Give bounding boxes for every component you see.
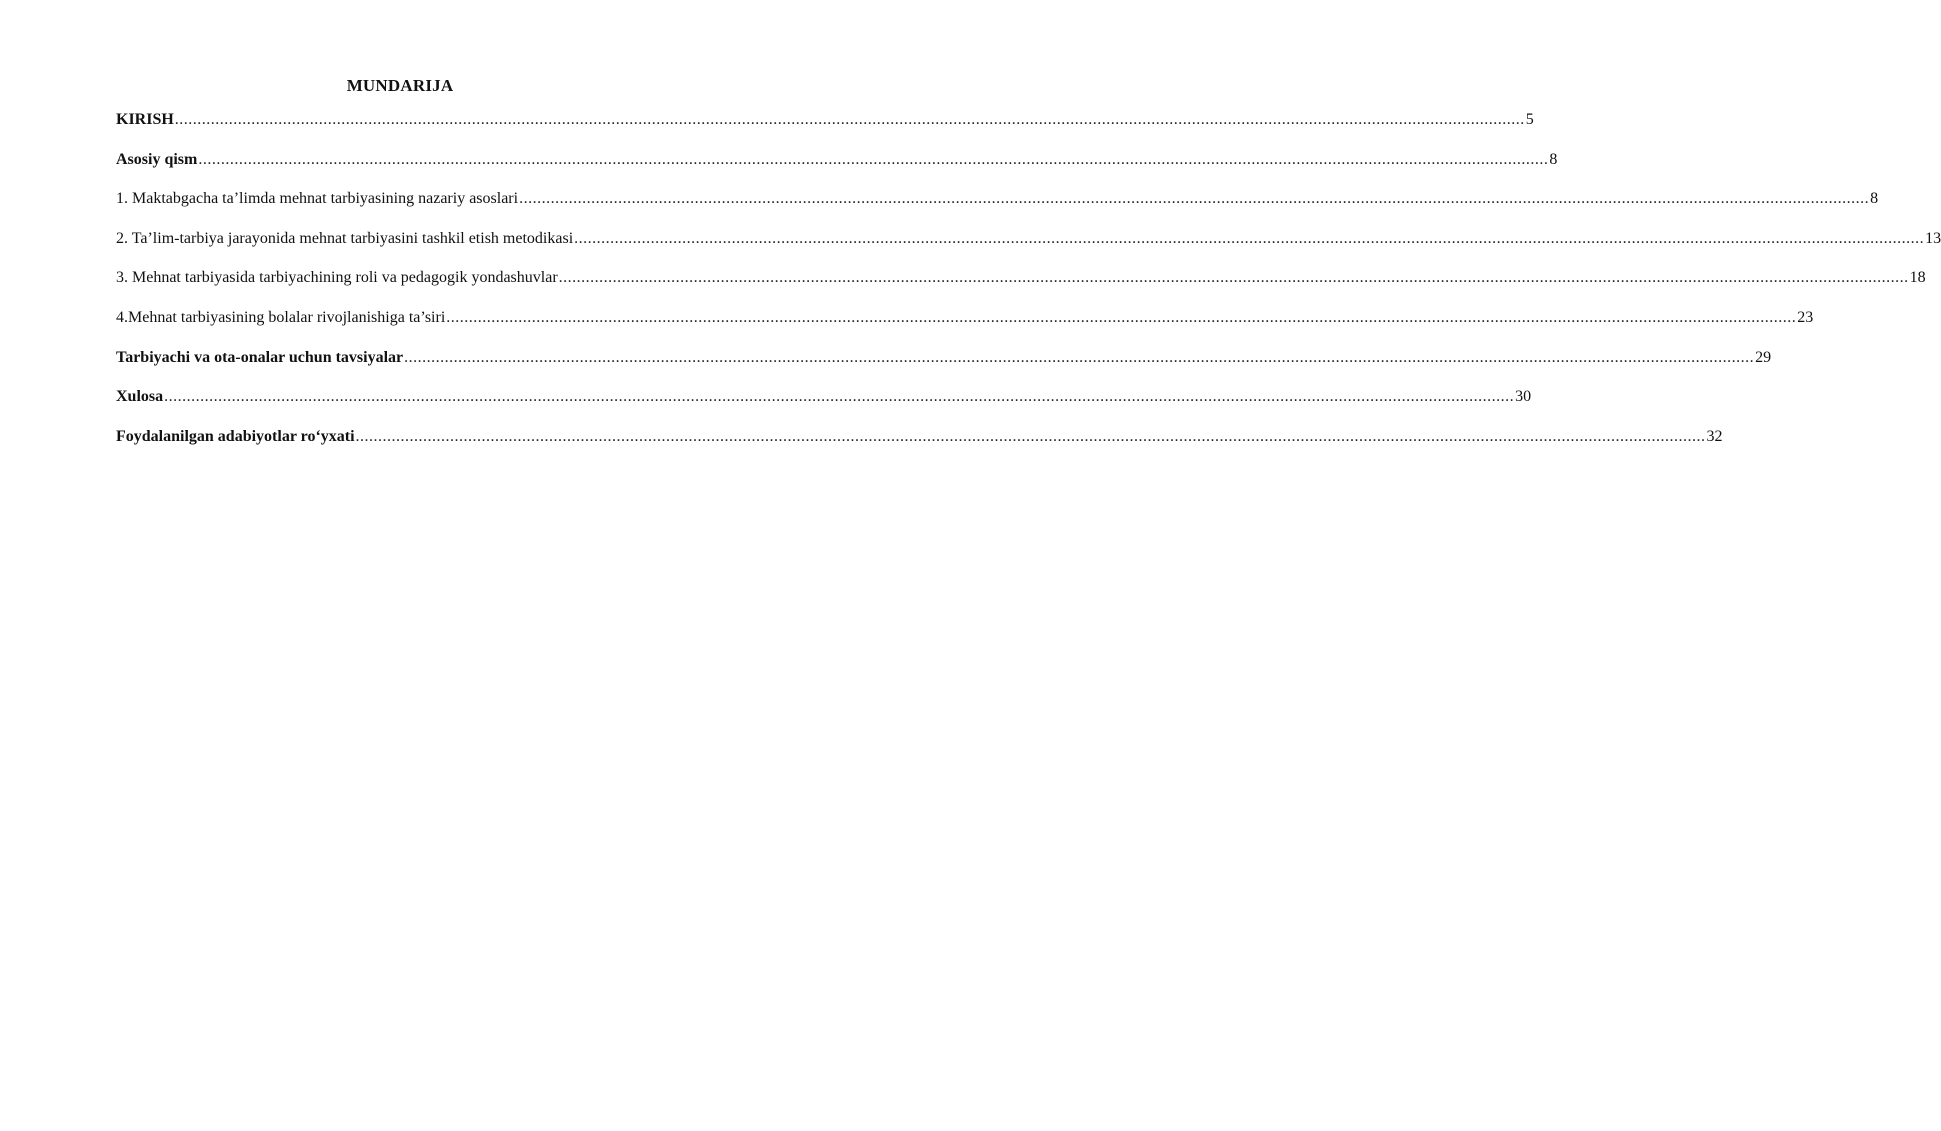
toc-page-number: 30 [1515,388,1532,406]
toc-title: MUNDARIJA [346,76,454,95]
toc-entry-xulosa[interactable] [116,385,1532,425]
toc-dot-leader: ............................................................................................................................................................................................................................................................................................................ [198,150,1549,168]
toc-dot-leader: ............................................................................................................................................................................................................................................................................................................ [519,190,1870,208]
toc-page-number: 13 [1925,229,1941,247]
toc-entry-asosiy-qism[interactable] [116,148,1558,188]
toc-page-number: 18 [1909,269,1926,287]
toc-page-number: 8 [1870,190,1879,208]
toc-page-number: 5 [1525,111,1534,128]
toc-entry-label: 4.Mehnat tarbiyasining bolalar rivojlanishiga ta’siri [116,308,446,326]
toc-dot-leader: ............................................................................................................................................................................................................................................................................................................ [404,348,1755,366]
toc-dot-leader: ............................................................................................................................................................................................................................................................................................................ [355,427,1706,445]
toc-entry-references[interactable] [116,425,1723,465]
toc-dot-leader: ............................................................................................................................................................................................................................................................................................................ [574,229,1925,247]
toc-entry-label: Tarbiyachi va ota-onalar uchun tavsiyalar [116,348,404,366]
toc-entry-kirish[interactable] [116,108,1534,148]
toc-entry-section-4[interactable] [116,306,1814,346]
toc-entry-label: 1. Maktabgacha ta’limda mehnat tarbiyasining nazariy asoslari [116,190,519,208]
toc-entry-label: 2. Ta’lim-tarbiya jarayonida mehnat tarbiyasini tashkil etish metodikasi [116,229,574,247]
toc-page-number: 23 [1797,308,1814,326]
toc-page-number: 8 [1549,150,1558,168]
toc-entry-label: Foydalanilgan adabiyotlar ro‘yxati [116,427,355,445]
toc-page-number: 32 [1706,427,1723,445]
toc-dot-leader: ............................................................................................................................................................................................................................................................................................................ [558,269,1909,287]
toc-entry-recommendations[interactable] [116,346,1772,386]
toc-dot-leader: ............................................................................................................................................................................................................................................................................................................ [174,111,1525,128]
toc-entry-section-1[interactable] [116,187,1879,227]
toc-entry-section-3[interactable] [116,266,1926,306]
toc-dot-leader: ............................................................................................................................................................................................................................................................................................................ [446,308,1797,326]
toc-page-number: 29 [1755,348,1772,366]
toc-entry-label: KIRISH [116,111,174,128]
toc-entry-label: Xulosa [116,388,164,406]
toc-entry-section-2[interactable] [116,227,1941,267]
table-of-contents [116,108,1941,464]
toc-dot-leader: ............................................................................................................................................................................................................................................................................................................ [164,388,1515,406]
toc-entry-label: Asosiy qism [116,150,198,168]
toc-entry-label: 3. Mehnat tarbiyasida tarbiyachining roli va pedagogik yondashuvlar [116,269,558,287]
